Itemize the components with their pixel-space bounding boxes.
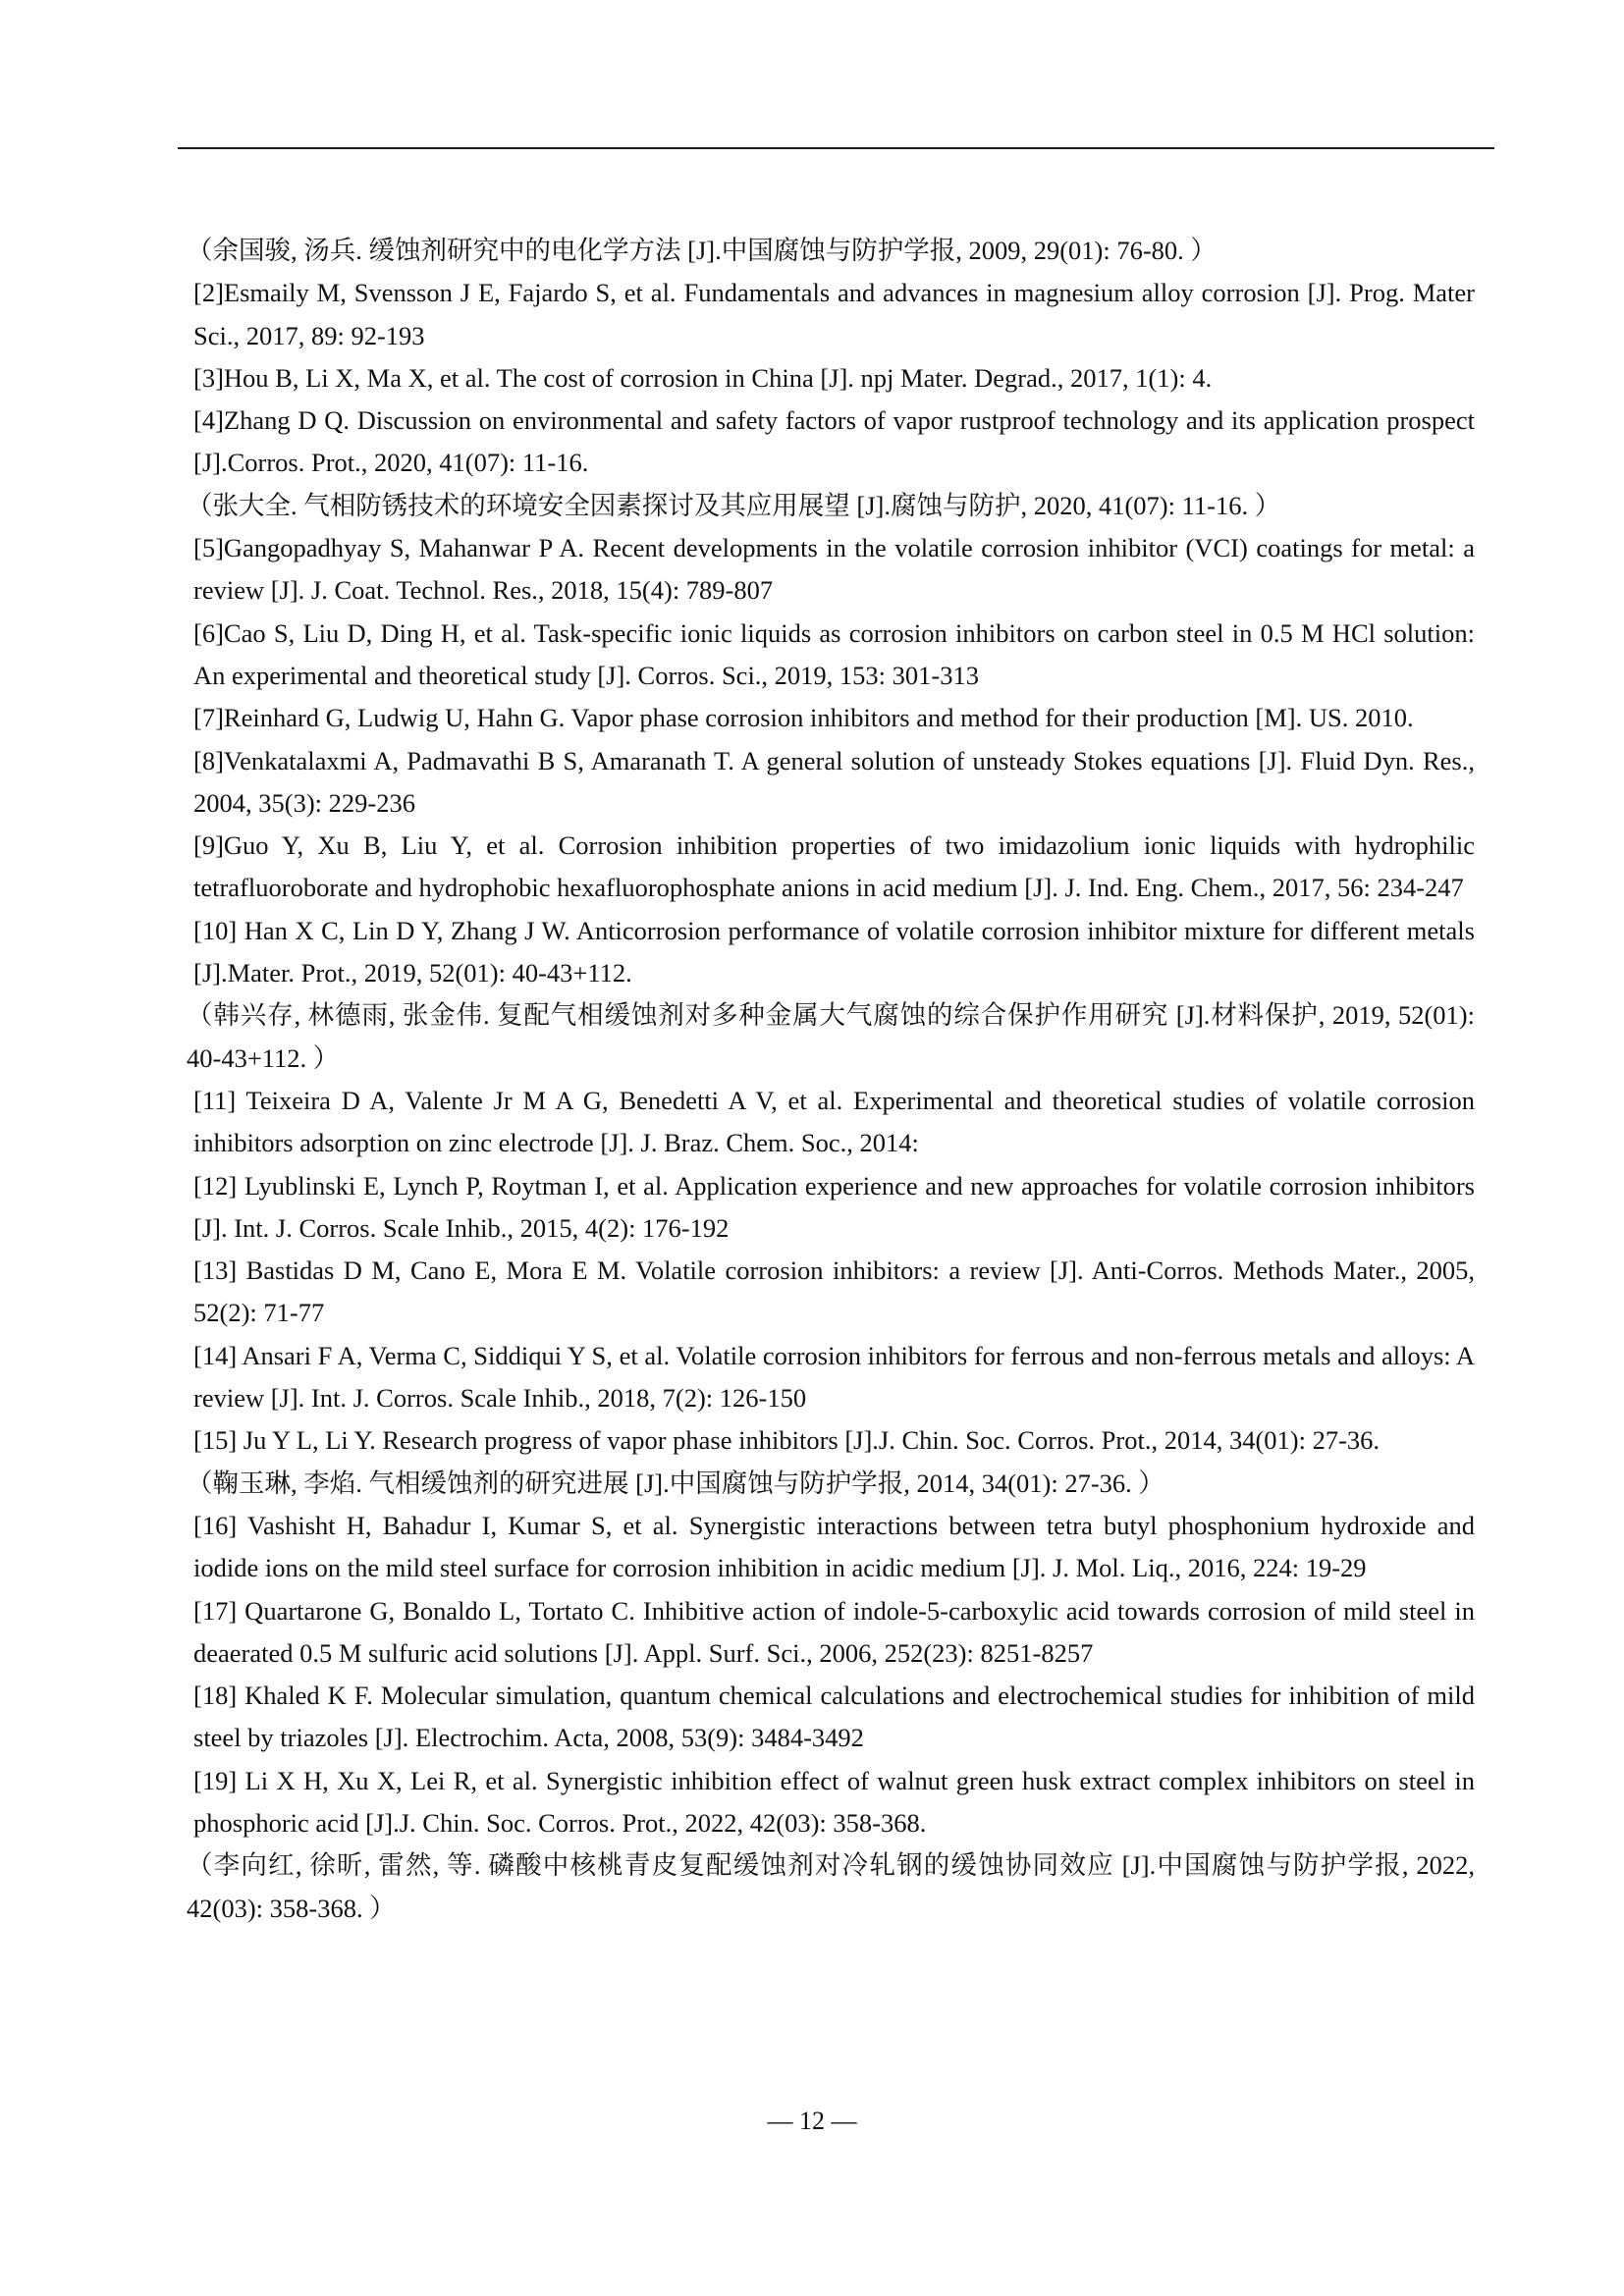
reference-entry: [15] Ju Y L, Li Y. Research progress of vapor phase inhibitors [J].J. Chin. Soc. Corros. Prot., 2014, 34(01): 27-36.: [193, 1425, 1380, 1456]
reference-entry: [8]Venkatalaxmi A, Padmavathi B S, Amaranath T. A general solution of unsteady Stokes equations [J]. Fluid Dyn. Res., 2004, 35(3): 229-236: [193, 745, 1475, 818]
reference-list: [187, 230, 1475, 1930]
reference-translation: （鞠玉琳, 李焰. 气相缓蚀剂的研究进展 [J].中国腐蚀与防护学报, 2014, 34(01): 27-36. ）: [187, 1468, 1164, 1498]
reference-entry: [3]Hou B, Li X, Ma X, et al. The cost of corrosion in China [J]. npj Mater. Degrad., 2017, 1(1): 4.: [193, 362, 1213, 393]
reference-entry: [11] Teixeira D A, Valente Jr M A G, Benedetti A V, et al. Experimental and theoretical studies of volatile corrosion inhibitors adsorption on zinc electrode [J]. J. Braz. Chem. Soc., 2014:: [193, 1085, 1475, 1158]
reference-entry: [12] Lyublinski E, Lynch P, Roytman I, et al. Application experience and new approaches for volatile corrosion inhibitors [J]. Int. J. Corros. Scale Inhib., 2015, 4(2): 176-192: [193, 1170, 1475, 1243]
reference-entry: [19] Li X H, Xu X, Lei R, et al. Synergistic inhibition effect of walnut green husk extract complex inhibitors on steel in phosphoric acid [J].J. Chin. Soc. Corros. Prot., 2022, 42(03): 358-368.: [193, 1765, 1475, 1838]
reference-translation: （余国骏, 汤兵. 缓蚀剂研究中的电化学方法 [J].中国腐蚀与防护学报, 2009, 29(01): 76-80. ）: [187, 236, 1217, 265]
reference-entry: [2]Esmaily M, Svensson J E, Fajardo S, et al. Fundamentals and advances in magnesium alloy corrosion [J]. Prog. Mater Sci., 2017, 89: 92-193: [193, 278, 1475, 350]
reference-entry: [10] Han X C, Lin D Y, Zhang J W. Anticorrosion performance of volatile corrosion inhibitor mixture for different metals [J].Mater. Prot., 2019, 52(01): 40-43+112.: [193, 915, 1475, 988]
header-rule: [178, 147, 1494, 149]
reference-entry: [5]Gangopadhyay S, Mahanwar P A. Recent developments in the volatile corrosion inhibitor (VCI) coatings for metal: a review [J]. J. Coat. Technol. Res., 2018, 15(4): 789-807: [193, 533, 1475, 606]
reference-entry: [14] Ansari F A, Verma C, Siddiqui Y S, et al. Volatile corrosion inhibitors for ferrous and non-ferrous metals and alloys: A review [J]. Int. J. Corros. Scale Inhib., 2018, 7(2): 126-150: [193, 1340, 1475, 1414]
reference-entry: [4]Zhang D Q. Discussion on environmental and safety factors of vapor rustproof technology and its application prospect [J].Corros. Prot., 2020, 41(07): 11-16.: [193, 405, 1475, 478]
reference-entry: [9]Guo Y, Xu B, Liu Y, et al. Corrosion inhibition properties of two imidazolium ionic liquids with hydrophilic tetrafluoroborate and hydrophobic hexafluorophosphate anions in acid medium [J]. J. Ind. Eng. Chem., 2017, 56: 234-247: [193, 830, 1475, 903]
reference-entry: [7]Reinhard G, Ludwig U, Hahn G. Vapor phase corrosion inhibitors and method for their production [M]. US. 2010.: [193, 703, 1414, 733]
reference-entry: [16] Vashisht H, Bahadur I, Kumar S, et al. Synergistic interactions between tetra butyl phosphonium hydroxide and iodide ions on the mild steel surface for corrosion inhibition in acidic medium [J]. J. Mol. Liq., 2016, 224: 19-29: [193, 1510, 1475, 1583]
reference-translation: （韩兴存, 林德雨, 张金伟. 复配气相缓蚀剂对多种金属大气腐蚀的综合保护作用研究 [J].材料保护, 2019, 52(01): 40-43+112. ）: [187, 1000, 1475, 1073]
reference-translation: （张大全. 气相防锈技术的环境安全因素探讨及其应用展望 [J].腐蚀与防护, 2020, 41(07): 11-16. ）: [187, 490, 1281, 520]
reference-entry: [6]Cao S, Liu D, Ding H, et al. Task-specific ionic liquids as corrosion inhibitors on carbon steel in 0.5 M HCl solution: An experimental and theoretical study [J]. Corros. Sci., 2019, 153: 301-313: [193, 617, 1475, 690]
reference-translation: （李向红, 徐昕, 雷然, 等. 磷酸中核桃青皮复配缓蚀剂对冷轧钢的缓蚀协同效应 [J].中国腐蚀与防护学报, 2022, 42(03): 358-368. ）: [187, 1850, 1475, 1923]
page-number: — 12 —: [767, 2107, 857, 2135]
reference-entry: [18] Khaled K F. Molecular simulation, quantum chemical calculations and electrochemical studies for inhibition of mild steel by triazoles [J]. Electrochim. Acta, 2008, 53(9): 3484-3492: [193, 1681, 1475, 1753]
reference-entry: [13] Bastidas D M, Cano E, Mora E M. Volatile corrosion inhibitors: a review [J]. Anti-Corros. Methods Mater., 2005, 52(2): 71-77: [193, 1255, 1475, 1328]
reference-entry: [17] Quartarone G, Bonaldo L, Tortato C. Inhibitive action of indole-5-carboxylic acid towards corrosion of mild steel in deaerated 0.5 M sulfuric acid solutions [J]. Appl. Surf. Sci., 2006, 252(23): 8251-8257: [193, 1595, 1475, 1668]
